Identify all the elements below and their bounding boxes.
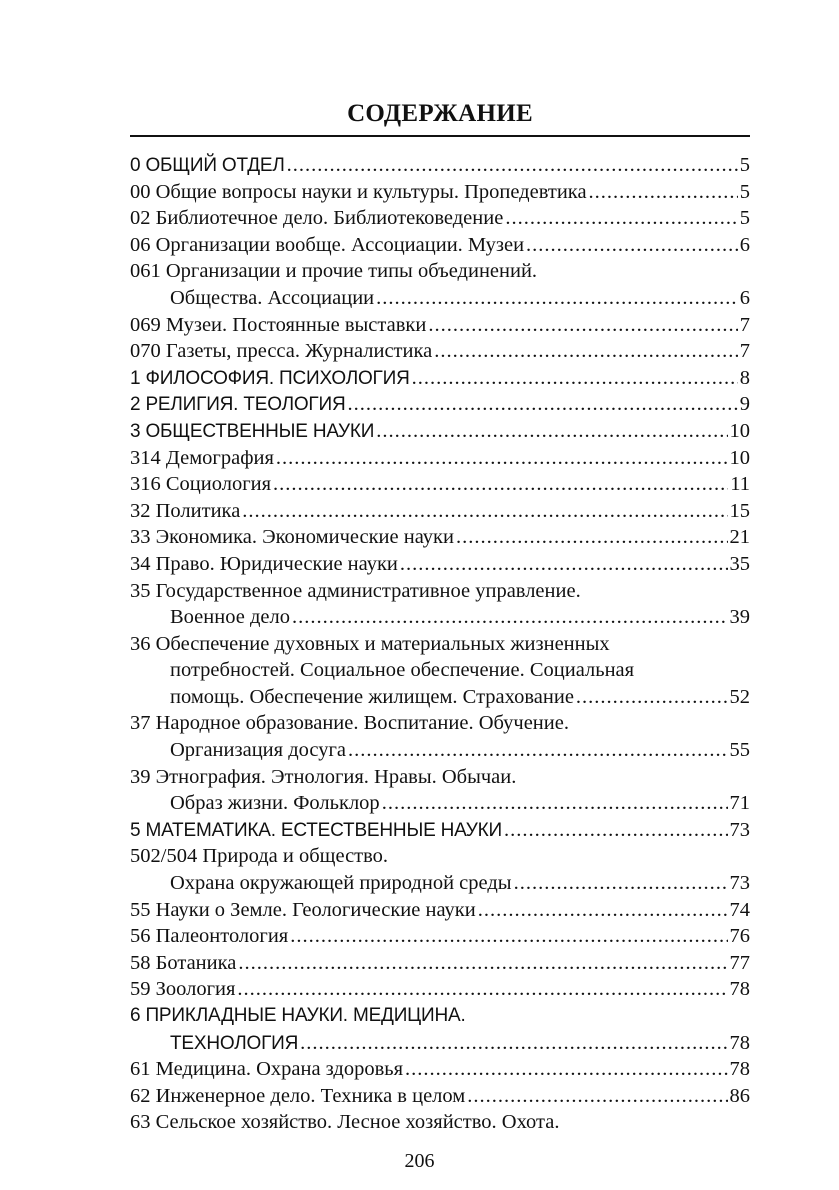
toc-entry-page: 55 xyxy=(729,739,750,762)
dot-leader xyxy=(348,737,728,764)
toc-entry xyxy=(130,684,750,711)
toc-entry-title: 06 Организации вообще. Ассоциации. Музеи xyxy=(130,233,525,256)
toc-entry-title: 58 Ботаника xyxy=(130,951,237,974)
toc-entry-title: помощь. Обеспечение жилищем. Страхование xyxy=(170,685,574,708)
toc-entry-title: 39 Этнография. Этнология. Нравы. Обычаи. xyxy=(130,765,517,788)
toc-entry xyxy=(130,551,750,578)
toc-entry-title: 2 РЕЛИГИЯ. ТЕОЛОГИЯ xyxy=(130,394,346,416)
dot-leader xyxy=(434,338,738,365)
toc-entry xyxy=(130,1056,750,1083)
toc-entry-title: 61 Медицина. Охрана здоровья xyxy=(130,1058,404,1081)
toc-entry-page: 5 xyxy=(739,207,750,230)
toc-entry xyxy=(130,631,750,658)
toc-entry-page: 35 xyxy=(729,552,750,575)
toc-entry xyxy=(130,897,750,924)
toc-entry xyxy=(130,1083,750,1110)
toc-entry-title: 6 ПРИКЛАДНЫЕ НАУКИ. МЕДИЦИНА. xyxy=(130,1005,466,1026)
toc-entry xyxy=(130,737,750,764)
toc-entry-page: 78 xyxy=(729,978,750,1001)
toc-entry xyxy=(130,1030,750,1057)
toc-entry-title: 32 Политика xyxy=(130,499,241,522)
toc-entry-title: 3 ОБЩЕСТВЕННЫЕ НАУКИ xyxy=(130,420,375,442)
dot-leader xyxy=(526,232,738,259)
toc-entry-title: 314 Демография xyxy=(130,446,274,469)
toc-entry-title: 070 Газеты, пресса. Журналистика xyxy=(130,340,433,363)
toc-entry-page: 78 xyxy=(729,1058,750,1081)
toc-entry-page: 7 xyxy=(739,340,750,363)
toc-entry-page: 10 xyxy=(729,419,750,442)
toc-entry xyxy=(130,418,750,445)
toc-entry-title: Общества. Ассоциации xyxy=(170,286,375,309)
toc-entry xyxy=(130,1109,750,1136)
toc-entry xyxy=(130,312,750,339)
dot-leader xyxy=(405,1056,727,1083)
toc-entry-page: 73 xyxy=(729,872,750,895)
toc-entry xyxy=(130,365,750,392)
dot-leader xyxy=(292,604,728,631)
toc-entry xyxy=(130,445,750,472)
toc-entry xyxy=(130,843,750,870)
dot-leader xyxy=(237,976,727,1003)
dot-leader xyxy=(276,445,728,472)
toc-entry-page: 5 xyxy=(739,154,750,176)
toc-entry xyxy=(130,152,750,179)
toc-entry xyxy=(130,179,750,206)
dot-leader xyxy=(467,1083,727,1110)
toc-entry-title: 63 Сельское хозяйство. Лесное хозяйство. Охота. xyxy=(130,1111,560,1134)
toc-entry-title: 0 ОБЩИЙ ОТДЕЛ xyxy=(130,155,285,176)
dot-leader xyxy=(242,498,727,525)
toc-entry xyxy=(130,578,750,605)
dot-leader xyxy=(412,365,738,392)
toc-entry-title: 502/504 Природа и общество. xyxy=(130,845,389,868)
toc-entry-page: 86 xyxy=(729,1084,750,1107)
toc-entry xyxy=(130,471,750,498)
dot-leader xyxy=(382,790,728,817)
toc-entry xyxy=(130,498,750,525)
toc-entry-page: 15 xyxy=(729,499,750,522)
dot-leader xyxy=(376,418,727,445)
toc-entry xyxy=(130,604,750,631)
title-rule xyxy=(130,135,750,137)
toc-entry xyxy=(130,870,750,897)
toc-entry xyxy=(130,338,750,365)
toc-entry-page: 39 xyxy=(729,606,750,629)
page-number: 206 xyxy=(404,1150,435,1172)
toc-entry xyxy=(130,524,750,551)
toc-entry xyxy=(130,817,750,844)
toc-entry xyxy=(130,391,750,418)
toc-entry xyxy=(130,205,750,232)
toc-entry-page: 9 xyxy=(739,393,750,416)
dot-leader xyxy=(400,551,728,578)
toc-entry xyxy=(130,710,750,737)
table-of-contents xyxy=(130,152,750,1136)
toc-entry-page: 6 xyxy=(739,233,750,256)
dot-leader xyxy=(505,205,737,232)
toc-entry-page: 7 xyxy=(739,313,750,336)
toc-entry-page: 21 xyxy=(729,526,750,549)
toc-entry-title: 55 Науки о Земле. Геологические науки xyxy=(130,898,476,921)
toc-entry xyxy=(130,950,750,977)
toc-entry xyxy=(130,923,750,950)
dot-leader xyxy=(456,524,728,551)
dot-leader xyxy=(478,897,728,924)
dot-leader xyxy=(428,312,737,339)
toc-entry-page: 52 xyxy=(729,685,750,708)
toc-entry-title: потребностей. Социальное обеспечение. Социальная xyxy=(170,659,635,682)
toc-entry-title: 00 Общие вопросы науки и культуры. Пропедевтика xyxy=(130,180,587,203)
toc-entry-title: Охрана окружающей природной среды xyxy=(170,872,512,895)
toc-entry-page: 77 xyxy=(729,951,750,974)
toc-entry-title: 5 МАТЕМАТИКА. ЕСТЕСТВЕННЫЕ НАУКИ xyxy=(130,819,502,841)
toc-entry-title: 33 Экономика. Экономические науки xyxy=(130,526,454,549)
dot-leader xyxy=(576,684,728,711)
toc-entry xyxy=(130,790,750,817)
toc-entry-page: 73 xyxy=(729,818,750,841)
toc-entry xyxy=(130,1003,750,1030)
toc-entry-title: 35 Государственное административное управление. xyxy=(130,579,581,602)
toc-entry-title: 59 Зоология xyxy=(130,978,236,1001)
toc-entry-page: 11 xyxy=(730,473,750,496)
toc-entry xyxy=(130,976,750,1003)
toc-entry-page: 5 xyxy=(739,180,750,203)
toc-entry-title: ТЕХНОЛОГИЯ xyxy=(170,1032,299,1054)
toc-entry-page: 76 xyxy=(729,925,750,948)
toc-entry-title: 56 Палеонтология xyxy=(130,925,289,948)
page-title: СОДЕРЖАНИЕ xyxy=(347,100,533,127)
toc-entry-title: Военное дело xyxy=(170,606,290,629)
toc-entry-page: 8 xyxy=(739,366,750,389)
dot-leader xyxy=(290,923,727,950)
toc-entry-page: 10 xyxy=(729,446,750,469)
toc-entry xyxy=(130,657,750,684)
toc-entry-title: 34 Право. Юридические науки xyxy=(130,552,398,575)
toc-entry-title: 37 Народное образование. Воспитание. Обучение. xyxy=(130,712,569,735)
toc-entry-page: 78 xyxy=(729,1031,750,1054)
toc-entry-title: 62 Инженерное дело. Техника в целом xyxy=(130,1084,466,1107)
toc-entry-title: Организация досуга xyxy=(170,739,346,762)
dot-leader xyxy=(300,1030,727,1057)
dot-leader xyxy=(589,179,738,206)
toc-entry-page: 6 xyxy=(739,286,750,309)
toc-entry-title: 069 Музеи. Постоянные выставки xyxy=(130,313,427,336)
dot-leader xyxy=(504,817,728,844)
toc-entry xyxy=(130,232,750,259)
dot-leader xyxy=(376,285,738,312)
dot-leader xyxy=(273,471,728,498)
toc-entry xyxy=(130,258,750,285)
dot-leader xyxy=(514,870,728,897)
toc-entry-title: 36 Обеспечение духовных и материальных жизненных xyxy=(130,632,610,655)
toc-entry-title: 1 ФИЛОСОФИЯ. ПСИХОЛОГИЯ xyxy=(130,367,410,389)
toc-entry xyxy=(130,764,750,791)
toc-entry-title: 02 Библиотечное дело. Библиотековедение xyxy=(130,207,504,230)
toc-entry-page: 71 xyxy=(729,792,750,815)
toc-entry-title: 061 Организации и прочие типы объединений. xyxy=(130,260,538,283)
toc-entry-title: 316 Социология xyxy=(130,473,272,496)
dot-leader xyxy=(238,950,727,977)
toc-entry xyxy=(130,285,750,312)
dot-leader xyxy=(287,152,738,179)
toc-entry-title: Образ жизни. Фольклор xyxy=(170,792,380,815)
toc-entry-page: 74 xyxy=(729,898,750,921)
dot-leader xyxy=(348,391,738,418)
